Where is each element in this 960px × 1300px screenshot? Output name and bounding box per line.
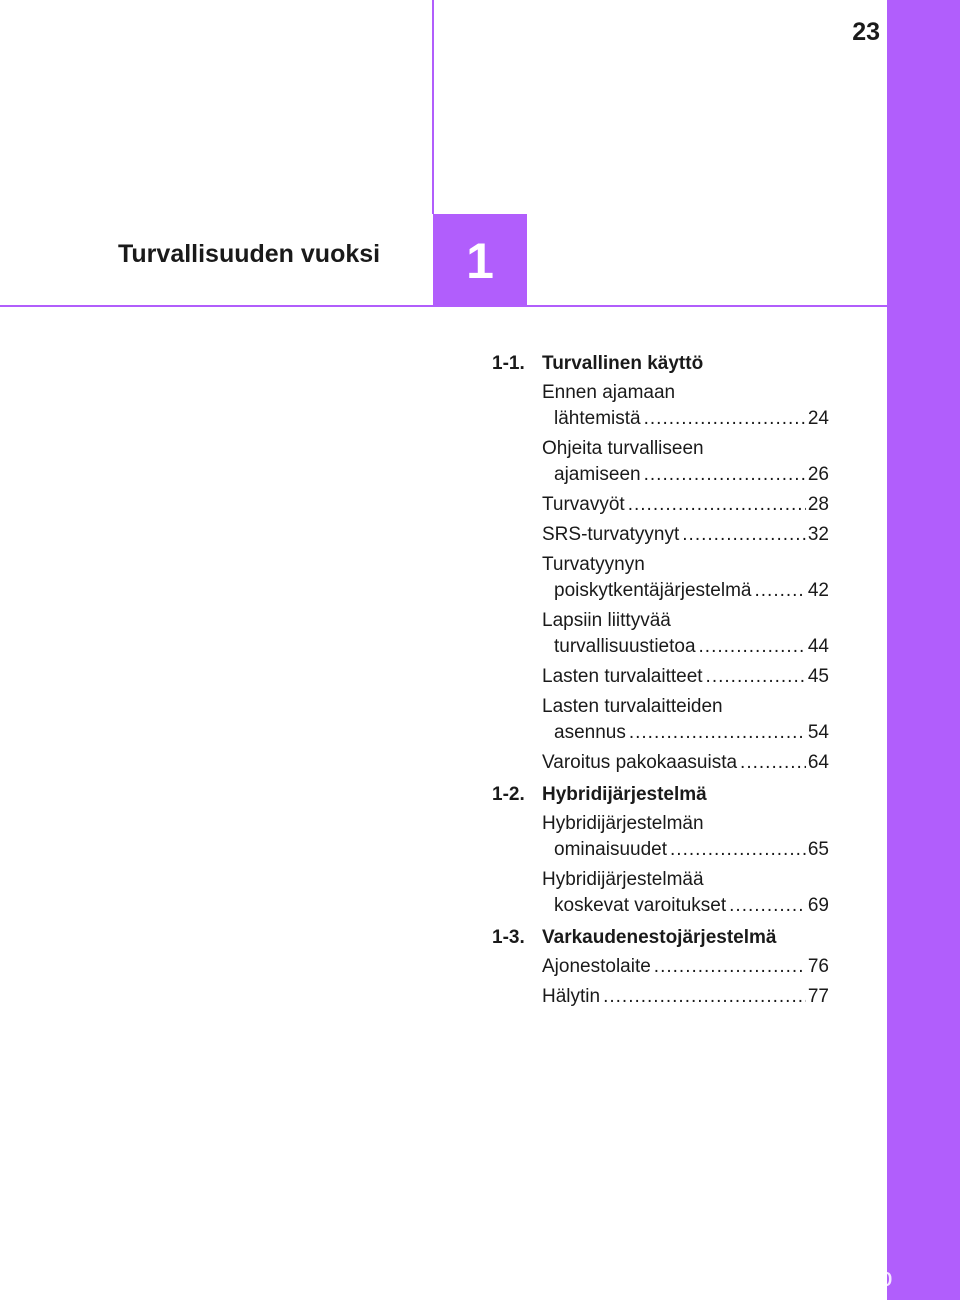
- entry-page-number: 69: [807, 895, 829, 916]
- page-number: 23: [852, 18, 880, 46]
- entry-page-number: 65: [807, 839, 829, 860]
- toc-entry[interactable]: [542, 522, 829, 548]
- entry-title: Lasten turvalaitteiden: [542, 696, 723, 717]
- entry-title: poiskytkentäjärjestelmä: [554, 580, 752, 601]
- entry-title: Ennen ajamaan: [542, 382, 676, 403]
- dot-leader: [603, 984, 806, 1010]
- entry-page-number: 32: [807, 524, 829, 545]
- entry-title: Turvavyöt: [542, 494, 625, 515]
- dot-leader: [654, 954, 806, 980]
- dot-leader: [740, 750, 806, 776]
- toc-entry[interactable]: [542, 380, 829, 432]
- toc-section-heading: [492, 925, 832, 951]
- entry-page-number: 44: [807, 636, 829, 657]
- toc-entry[interactable]: [542, 811, 829, 863]
- entry-page-number: 42: [807, 580, 829, 601]
- dot-leader: [644, 406, 806, 432]
- table-of-contents: [492, 351, 832, 1016]
- entry-title: ajamiseen: [554, 464, 641, 485]
- entry-title: Varoitus pakokaasuista: [542, 752, 738, 773]
- dot-leader: [670, 837, 806, 863]
- entry-page-number: 24: [807, 408, 829, 429]
- toc-entry-list: [542, 811, 829, 919]
- toc-entry[interactable]: [542, 608, 829, 660]
- entry-title: Ohjeita turvalliseen: [542, 438, 704, 459]
- entry-title: turvallisuustietoa: [554, 636, 696, 657]
- toc-entry[interactable]: [542, 552, 829, 604]
- entry-title: koskevat varoitukset: [554, 895, 727, 916]
- toc-entry[interactable]: [542, 984, 829, 1010]
- dot-leader: [699, 634, 806, 660]
- section-number: 1-1.: [492, 353, 525, 374]
- entry-title: asennus: [554, 722, 626, 743]
- toc-entry[interactable]: [542, 436, 829, 488]
- dot-leader: [682, 522, 806, 548]
- entry-title: ominaisuudet: [554, 839, 668, 860]
- toc-entry[interactable]: [542, 954, 829, 980]
- vertical-divider: [432, 0, 434, 214]
- toc-entry-list: [542, 954, 829, 1010]
- entry-title: SRS-turvatyynyt: [542, 524, 680, 545]
- dot-leader: [706, 664, 806, 690]
- entry-page-number: 45: [807, 666, 829, 687]
- toc-entry[interactable]: [542, 694, 829, 746]
- section-number: 1-2.: [492, 784, 525, 805]
- dot-leader: [629, 720, 806, 746]
- dot-leader: [644, 462, 806, 488]
- toc-entry-list: [542, 380, 829, 776]
- entry-title: Turvatyynyn: [542, 554, 645, 575]
- toc-section-heading: [492, 351, 832, 377]
- entry-title: Hybridijärjestelmää: [542, 869, 704, 890]
- toc-entry[interactable]: [542, 664, 829, 690]
- entry-title: Lasten turvalaitteet: [542, 666, 703, 687]
- section-title: Hybridijärjestelmä: [542, 784, 707, 805]
- entry-title: Lapsiin liittyvää: [542, 610, 671, 631]
- entry-page-number: 28: [807, 494, 829, 515]
- entry-title: lähtemistä: [554, 408, 641, 429]
- entry-page-number: 76: [807, 956, 829, 977]
- dot-leader: [628, 492, 806, 518]
- chapter-number-box: [433, 214, 527, 307]
- toc-entry[interactable]: [542, 492, 829, 518]
- section-title: Varkaudenestojärjestelmä: [542, 927, 777, 948]
- entry-title: Hälytin: [542, 986, 601, 1007]
- toc-entry[interactable]: [542, 867, 829, 919]
- toc-entry[interactable]: [542, 750, 829, 776]
- chapter-title: Turvallisuuden vuoksi: [118, 240, 381, 268]
- watermark: carmanualsonline.info: [624, 1262, 893, 1292]
- entry-title: Hybridijärjestelmän: [542, 813, 704, 834]
- chapter-number: 1: [466, 232, 494, 289]
- entry-page-number: 77: [807, 986, 829, 1007]
- entry-page-number: 54: [807, 722, 829, 743]
- section-number: 1-3.: [492, 927, 525, 948]
- chapter-side-tab: [887, 0, 960, 1300]
- entry-page-number: 64: [807, 752, 829, 773]
- entry-title: Ajonestolaite: [542, 956, 651, 977]
- entry-page-number: 26: [807, 464, 829, 485]
- section-title: Turvallinen käyttö: [542, 353, 704, 374]
- dot-leader: [729, 893, 806, 919]
- dot-leader: [754, 578, 805, 604]
- toc-section-heading: [492, 782, 832, 808]
